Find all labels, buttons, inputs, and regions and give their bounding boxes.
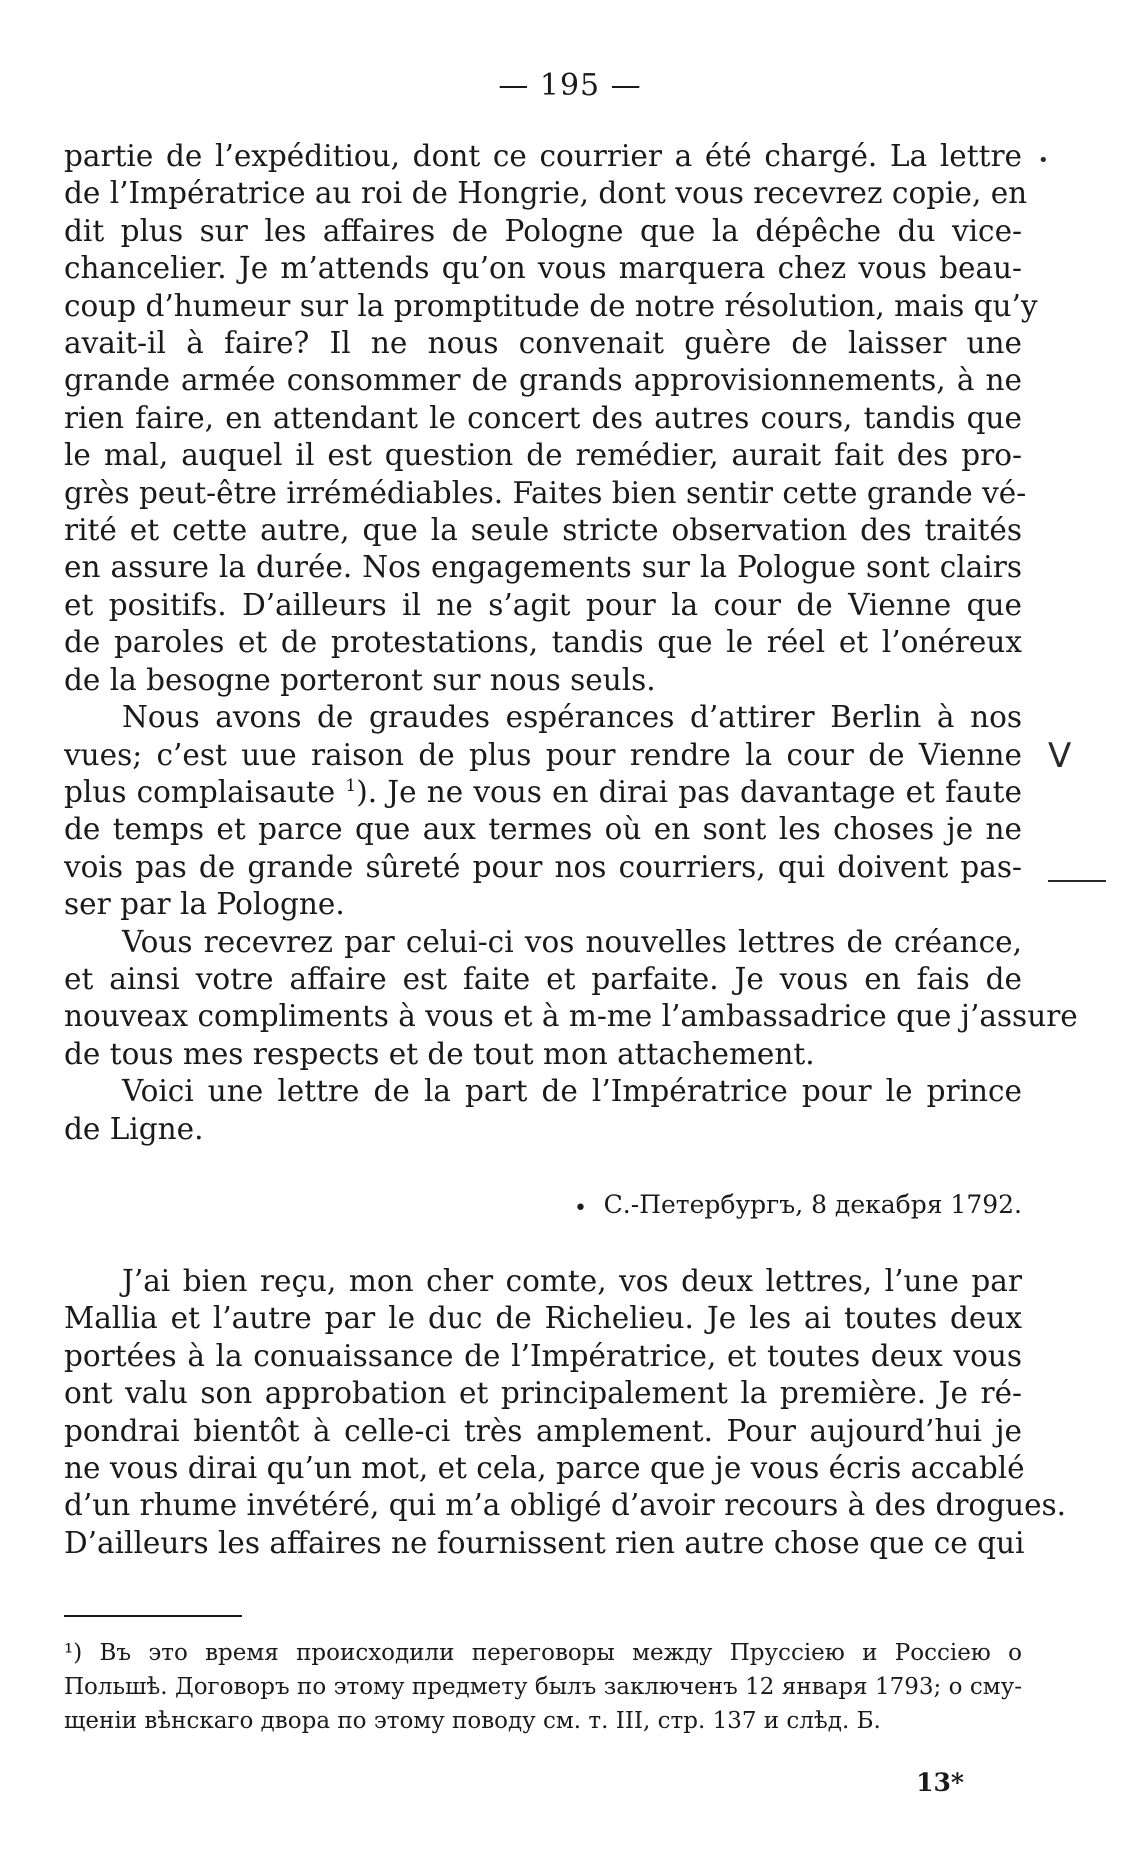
- text-line: coup d’humeur sur la promptitude de notre résolution, mais qu’y: [64, 288, 1038, 323]
- text-line: rité et cette autre, que la seule stricte observation des traités: [64, 513, 1022, 548]
- footnote-line: ¹) Въ это время происходили переговоры между Пруссiею и Россiею о: [64, 1640, 1022, 1666]
- text-line-with-footnote: [64, 774, 1022, 811]
- text-line: J’ai bien reçu, mon cher comte, vos deux lettres, l’une par: [122, 1264, 1022, 1298]
- main-text-block: [64, 138, 1078, 1148]
- text-line: grande armée consommer de grands approvisionnements, à ne: [64, 363, 1022, 398]
- text-line: d’un rhume invétéré, qui m’a obligé d’avoir recours à des drogues.: [64, 1488, 1067, 1523]
- text-line: rien faire, en attendant le concert des autres cours, tandis que: [64, 400, 1022, 435]
- text-line: partie de l’expéditiou, dont ce courrier a été chargé. La lettre: [64, 139, 1022, 173]
- text-line: vues; c’est uue raison de plus pour rendre la cour de Vienne: [64, 737, 1022, 772]
- margin-dot-mark: •: [1038, 150, 1049, 171]
- text-line: de temps et parce que aux termes où en sont les choses je ne: [64, 812, 1022, 847]
- text-line: ser par la Pologne.: [64, 887, 345, 922]
- text-line: et ainsi votre affaire est faite et parfaite. Je vous en fais de: [64, 961, 1022, 996]
- margin-v-mark: V: [1048, 736, 1072, 776]
- text-line: dit plus sur les affaires de Pologne que la dépêche du vice-: [64, 213, 1022, 248]
- footnote-line: щенiи вѣнскаго двора по этому поводу см. т. III, стр. 137 и слѣд. Б.: [64, 1708, 881, 1734]
- text-line: chancelier. Je m’attends qu’on vous marquera chez vous beau-: [64, 251, 1022, 286]
- text-line: de Ligne.: [64, 1111, 204, 1146]
- text-line: le mal, auquel il est question de remédier, aurait fait des pro-: [64, 438, 1022, 473]
- footnote-divider: [64, 1615, 242, 1617]
- text-line: et positifs. D’ailleurs il ne s’agit pour la cour de Vienne que: [64, 587, 1022, 622]
- dateline-dot: •: [574, 1196, 587, 1221]
- signature-mark: 13*: [916, 1768, 964, 1797]
- text-fragment: plus complaisaute: [64, 774, 336, 809]
- text-line: de la besogne porteront sur nous seuls.: [64, 662, 656, 697]
- margin-dash-mark: [1048, 880, 1106, 882]
- text-line: avait-il à faire? Il ne nous convenait guère de laisser une: [64, 326, 1022, 361]
- text-line: Vous recevrez par celui-ci vos nouvelles lettres de créance,: [122, 924, 1022, 959]
- text-line: nouveax compliments à vous et à m-me l’ambassadrice que j’assure: [64, 999, 1078, 1034]
- text-line: de paroles et de protestations, tandis que le réel et l’onéreux: [64, 625, 1022, 660]
- text-fragment: ). Je ne vous en dirai pas davantage et faute: [356, 774, 1022, 809]
- letter-text-block: [64, 1263, 1067, 1562]
- text-line: vois pas de grande sûreté pour nos courriers, qui doivent pas-: [64, 849, 1022, 884]
- text-line: ne vous dirai qu’un mot, et cela, parce que je vous écris accablé: [64, 1451, 1025, 1486]
- text-line: pondrai bientôt à celle-ci très amplement. Pour aujourd’hui je: [64, 1413, 1022, 1448]
- text-line: de l’Impératrice au roi de Hongrie, dont vous recevrez copie, en: [64, 176, 1028, 211]
- footnote-reference: 1: [345, 776, 357, 797]
- text-line: grès peut-être irrémédiables. Faites bien sentir cette grande vé-: [64, 475, 1027, 510]
- page-number: — 195 —: [498, 68, 642, 103]
- text-line: ont valu son approbation et principalement la première. Je ré-: [64, 1376, 1022, 1411]
- text-line: Voici une lettre de la part de l’Impératrice pour le prince: [122, 1074, 1022, 1109]
- text-line: en assure la durée. Nos engagements sur la Pologue sont clairs: [64, 550, 1022, 585]
- text-line: portées à la conuaissance de l’Impératrice, et toutes deux vous: [64, 1338, 1022, 1373]
- dateline: С.-Петербургъ, 8 декабря 1792.: [603, 1190, 1022, 1219]
- footnote-line: Польшѣ. Договоръ по этому предмету былъ заключенъ 12 января 1793; о сму-: [64, 1674, 1022, 1700]
- text-line: Nous avons de graudes espérances d’attirer Berlin à nos: [122, 700, 1022, 735]
- text-line: D’ailleurs les affaires ne fournissent rien autre chose que ce qui: [64, 1525, 1025, 1560]
- text-line: Mallia et l’autre par le duc de Richelieu. Je les ai toutes deux: [64, 1301, 1022, 1336]
- text-line: de tous mes respects et de tout mon attachement.: [64, 1036, 815, 1071]
- footnote-block: [64, 1636, 1022, 1738]
